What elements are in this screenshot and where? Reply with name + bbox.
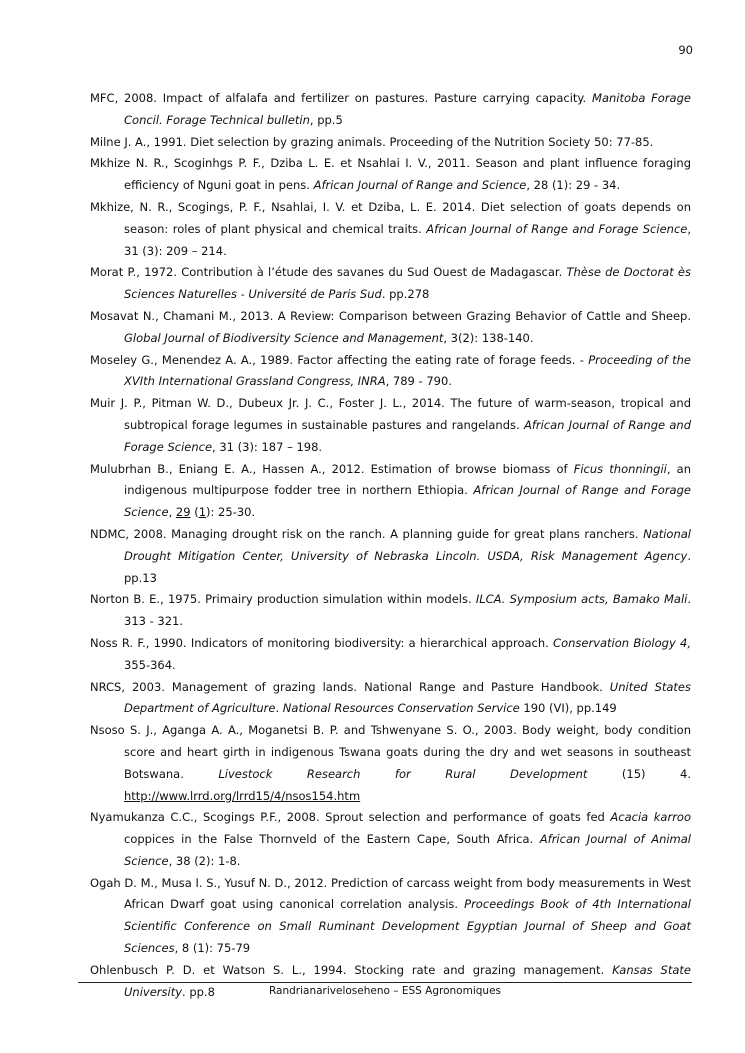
- reference-entry: Mkhize N. R., Scoginhgs P. F., Dziba L. E. et Nsahlai I. V., 2011. Season and plant influence foraging efficiency of Nguni goat in pens. African Journal of Range and Science, 28 (1): 29 - 34.: [90, 156, 691, 193]
- reference-entry: Nsoso S. J., Aganga A. A., Moganetsi B. P. and Tshwenyane S. O., 2003. Body weight, body condition score and heart girth in indigenous Tswana goats during the dry and wet seasons in southeast Botswana. Livestock Research for Rural Development (15) 4. http://www.lrrd.org/lrrd15/4/nsos154.htm: [90, 723, 692, 803]
- reference-entry: Norton B. E., 1975. Primairy production simulation within models. ILCA. Symposium acts, Bamako Mali. 313 - 321.: [90, 592, 691, 629]
- reference-entry: NRCS, 2003. Management of grazing lands. National Range and Pasture Handbook. United States Department of Agriculture. National Resources Conservation Service 190 (VI), pp.149: [90, 679, 692, 716]
- reference-entry: Nyamukanza C.C., Scogings P.F., 2008. Sprout selection and performance of goats fed Acacia karroo coppices in the False Thornveld of the Eastern Cape, South Africa. African Journal of Animal Science, 38 (2): 1-8.: [90, 810, 691, 868]
- reference-entry: Mulubrhan B., Eniang E. A., Hassen A., 2012. Estimation of browse biomass of Ficus thonningii, an indigenous multipurpose fodder tree in northern Ethiopia. African Journal of Range and Forage Science, 29 (1): 25-30.: [90, 461, 691, 520]
- reference-entry: Muir J. P., Pitman W. D., Dubeux Jr. J. C., Foster J. L., 2014. The future of warm-season, tropical and subtropical forage legumes in sustainable pastures and rangelands. African Journal of Range and Forage Science, 31 (3): 187 – 198.: [90, 396, 691, 454]
- reference-entry: Milne J. A., 1991. Diet selection by grazing animals. Proceeding of the Nutrition Society 50: 77-85.: [90, 134, 654, 149]
- reference-entry: Mkhize, N. R., Scogings, P. F., Nsahlai, I. V. et Dziba, L. E. 2014. Diet selection of goats depends on season: roles of plant physical and chemical traits. African Journal of Range and Forage Science, 31 (3): 209 – 214.: [90, 199, 691, 258]
- reference-list: [90, 88, 691, 1003]
- reference-entry: Ohlenbusch P. D. et Watson S. L., 1994. Stocking rate and grazing management. Kansas State University. pp.8: [90, 962, 691, 999]
- footer-divider: [78, 982, 692, 983]
- reference-entry: Noss R. F., 1990. Indicators of monitoring biodiversity: a hierarchical approach. Conservation Biology 4, 355-364.: [90, 635, 691, 672]
- reference-entry: NDMC, 2008. Managing drought risk on the ranch. A planning guide for great plans ranchers. National Drought Mitigation Center, University of Nebraska Lincoln. USDA, Risk Management Agency. pp.13: [90, 526, 691, 585]
- page-number: 90: [678, 43, 693, 57]
- reference-entry: Moseley G., Menendez A. A., 1989. Factor affecting the eating rate of forage feeds. - Proceeding of the XVIth International Grassland Congress, INRA, 789 - 790.: [90, 352, 691, 389]
- reference-link[interactable]: http://www.lrrd.org/lrrd15/4/nsos154.htm: [124, 788, 361, 803]
- reference-entry: Ogah D. M., Musa I. S., Yusuf N. D., 2012. Prediction of carcass weight from body measurements in West African Dwarf goat using canonical correlation analysis. Proceedings Book of 4th International Scientific Conference on Small Ruminant Development Egyptian Journal of Sheep and Goat Sciences, 8 (1): 75-79: [90, 875, 691, 956]
- reference-entry: MFC, 2008. Impact of alfalafa and fertilizer on pastures. Pasture carrying capacity. Manitoba Forage Concil. Forage Technical bulletin, pp.5: [90, 91, 691, 127]
- reference-entry: Morat P., 1972. Contribution à l’étude des savanes du Sud Ouest de Madagascar. Thèse de Doctorat ès Sciences Naturelles - Université de Paris Sud. pp.278: [90, 265, 691, 302]
- reference-entry: Mosavat N., Chamani M., 2013. A Review: Comparison between Grazing Behavior of Cattle and Sheep. Global Journal of Biodiversity Science and Management, 3(2): 138-140.: [90, 308, 691, 345]
- page-footer: Randrianariveloseheno – ESS Agronomiques: [268, 985, 501, 997]
